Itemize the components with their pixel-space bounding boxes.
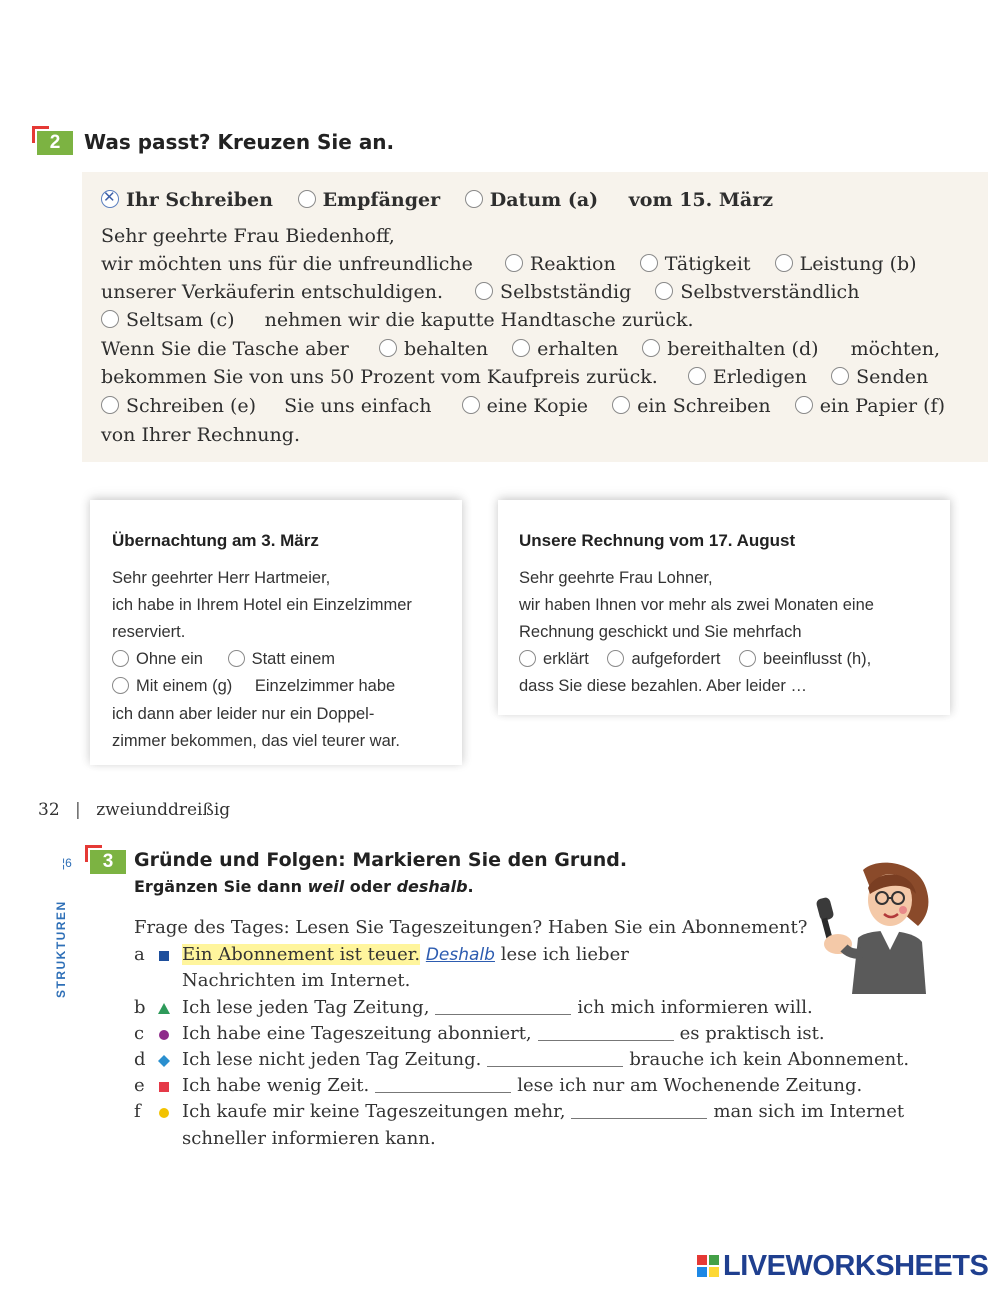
option-statt-einem[interactable]: Statt einem (228, 650, 335, 668)
radio-icon[interactable] (512, 339, 530, 357)
ex2-line-5: Seltsam (c) nehmen wir die kaputte Handtasche zurück. (101, 309, 694, 331)
card-1-line: ich habe in Ihrem Hotel ein Einzelzimmer (112, 596, 412, 614)
side-reference: ¦6 (62, 856, 72, 870)
radio-icon[interactable] (688, 367, 706, 385)
option-erledigen[interactable]: Erledigen (688, 366, 807, 388)
option-senden[interactable]: Senden (831, 366, 928, 388)
item-a-cont: Nachrichten im Internet. (182, 970, 411, 991)
option-beeinflusst[interactable]: beeinflusst (h), (739, 650, 871, 668)
card-2-heading: Unsere Rechnung vom 17. August (519, 531, 796, 550)
option-ein-papier[interactable]: ein Papier (f) (795, 395, 945, 417)
option-eine-kopie[interactable]: eine Kopie (462, 395, 588, 417)
page-number: 32 (38, 800, 60, 820)
answer-gap[interactable] (375, 1077, 511, 1093)
radio-icon[interactable] (655, 282, 673, 300)
highlighted-reason: Ein Abonnement ist teuer. (182, 944, 421, 965)
item-e: Ich habe wenig Zeit. lese ich nur am Wochenende Zeitung. (182, 1075, 863, 1096)
option-erhalten[interactable]: erhalten (512, 338, 618, 360)
ex2-line-3: wir möchten uns für die unfreundliche Reaktion Tätigkeit Leistung (b) (101, 253, 917, 275)
answer-gap[interactable] (538, 1025, 674, 1041)
radio-icon[interactable] (505, 254, 523, 272)
card-2-line: Rechnung geschickt und Sie mehrfach (519, 623, 802, 641)
item-letter: e (134, 1075, 145, 1096)
radio-icon[interactable] (795, 396, 813, 414)
radio-icon[interactable] (612, 396, 630, 414)
item-letter: f (134, 1101, 141, 1122)
radio-icon[interactable] (101, 310, 119, 328)
reporter-illustration (808, 858, 943, 998)
option-ohne-ein[interactable]: Ohne ein (112, 650, 203, 668)
card-2-line: Sehr geehrte Frau Lohner, (519, 569, 713, 587)
radio-icon[interactable] (640, 254, 658, 272)
exercise-2-number: 2 (37, 131, 73, 155)
card-1-line: zimmer bekommen, das viel teurer war. (112, 732, 400, 750)
exercise-2-title: Was passt? Kreuzen Sie an. (84, 130, 395, 154)
circle-marker-icon (157, 1028, 171, 1042)
card-2-line: dass Sie diese bezahlen. Aber leider … (519, 677, 808, 695)
ex2-line-1 (101, 189, 773, 211)
strukturen-label: STRUKTUREN (54, 900, 68, 998)
square-marker-icon (157, 949, 171, 963)
diamond-marker-icon (157, 1054, 171, 1068)
radio-icon[interactable] (112, 650, 129, 667)
ex2-line-8: Schreiben (e) Sie uns einfach eine Kopie ein Schreiben ein Papier (f) (101, 395, 945, 417)
item-c: Ich habe eine Tageszeitung abonniert, es praktisch ist. (182, 1023, 825, 1044)
grid-logo-icon (697, 1255, 719, 1277)
answer-gap[interactable] (487, 1051, 623, 1067)
triangle-marker-icon (157, 1002, 171, 1016)
card-1-line: Mit einem (g) Einzelzimmer habe (112, 677, 395, 696)
option-leistung[interactable]: Leistung (b) (775, 253, 917, 275)
item-d: Ich lese nicht jeden Tag Zeitung. brauche ich kein Abonnement. (182, 1049, 910, 1070)
radio-icon[interactable] (519, 650, 536, 667)
radio-icon[interactable] (112, 677, 129, 694)
answer-input[interactable]: Deshalb (425, 945, 495, 965)
radio-icon[interactable] (465, 190, 483, 208)
option-behalten[interactable]: behalten (379, 338, 488, 360)
item-a: Ein Abonnement ist teuer. Deshalb lese ich lieber (182, 944, 629, 965)
ex2-line-7: bekommen Sie von uns 50 Prozent vom Kaufpreis zurück. Erledigen Senden (101, 366, 929, 388)
circle-marker-icon (157, 1106, 171, 1120)
exercise-3-number: 3 (90, 850, 126, 874)
radio-checked-icon[interactable] (101, 190, 119, 208)
ex2-line-4: unserer Verkäuferin entschuldigen. Selbstständig Selbstverständlich (101, 281, 860, 303)
option-aufgefordert[interactable]: aufgefordert (607, 650, 720, 668)
option-seltsam[interactable]: Seltsam (c) (101, 309, 235, 331)
radio-icon[interactable] (228, 650, 245, 667)
answer-gap[interactable] (571, 1103, 707, 1119)
radio-icon[interactable] (101, 396, 119, 414)
option-taetigkeit[interactable]: Tätigkeit (640, 253, 751, 275)
card-2-options (519, 650, 871, 669)
option-mit-einem[interactable]: Mit einem (g) (112, 677, 232, 695)
radio-icon[interactable] (607, 650, 624, 667)
item-letter: d (134, 1049, 146, 1070)
card-2-line: wir haben Ihnen vor mehr als zwei Monaten eine (519, 596, 874, 614)
option-schreiben[interactable]: Schreiben (e) (101, 395, 256, 417)
option-erklaert[interactable]: erklärt (519, 650, 589, 668)
radio-icon[interactable] (462, 396, 480, 414)
page-word: zweiunddreißig (96, 800, 231, 820)
ex2-line-2: Sehr geehrte Frau Biedenhoff, (101, 225, 395, 247)
question-of-day: Frage des Tages: Lesen Sie Tageszeitungen? Haben Sie ein Abonnement? (134, 917, 808, 938)
card-1-line: ich dann aber leider nur ein Doppel- (112, 705, 375, 723)
option-empfaenger[interactable]: Empfänger (298, 189, 441, 211)
radio-icon[interactable] (298, 190, 316, 208)
option-reaktion[interactable]: Reaktion (505, 253, 616, 275)
radio-icon[interactable] (775, 254, 793, 272)
radio-icon[interactable] (831, 367, 849, 385)
exercise-3-subtitle: Ergänzen Sie dann weil oder deshalb. (134, 877, 474, 896)
card-1-heading: Übernachtung am 3. März (112, 531, 319, 550)
option-selbstverstaendlich[interactable]: Selbstverständlich (655, 281, 859, 303)
item-f-cont: schneller informieren kann. (182, 1128, 436, 1149)
item-b: Ich lese jeden Tag Zeitung, ich mich informieren will. (182, 997, 813, 1018)
card-1-options (112, 650, 335, 669)
ex2-line-6: Wenn Sie die Tasche aber behalten erhalten bereithalten (d) möchten, (101, 338, 941, 360)
line-1-tail: vom 15. März (628, 189, 774, 211)
item-letter: b (134, 997, 146, 1018)
radio-icon[interactable] (379, 339, 397, 357)
card-1-line: reserviert. (112, 623, 186, 641)
option-selbststaendig[interactable]: Selbstständig (475, 281, 631, 303)
radio-icon[interactable] (739, 650, 756, 667)
ex2-line-9: von Ihrer Rechnung. (101, 424, 300, 446)
option-ein-schreiben[interactable]: ein Schreiben (612, 395, 771, 417)
item-f: Ich kaufe mir keine Tageszeitungen mehr, man sich im Internet (182, 1101, 905, 1122)
option-datum[interactable]: Datum (a) (465, 189, 598, 211)
exercise-3-title: Gründe und Folgen: Markieren Sie den Grund. (134, 849, 628, 871)
answer-gap[interactable] (435, 999, 571, 1015)
item-letter: a (134, 944, 145, 965)
option-ihr-schreiben[interactable]: ✕Ihr Schreiben (101, 189, 273, 211)
card-1-line: Sehr geehrter Herr Hartmeier, (112, 569, 331, 587)
radio-icon[interactable] (475, 282, 493, 300)
page-footer (38, 800, 230, 820)
side-reference-mark: ¦ (62, 856, 66, 870)
option-bereithalten[interactable]: bereithalten (d) (642, 338, 818, 360)
radio-icon[interactable] (642, 339, 660, 357)
page-divider: | (75, 800, 81, 820)
item-letter: c (134, 1023, 145, 1044)
liveworksheets-logo: LIVEWORKSHEETS (697, 1250, 988, 1283)
square-marker-icon (157, 1080, 171, 1094)
